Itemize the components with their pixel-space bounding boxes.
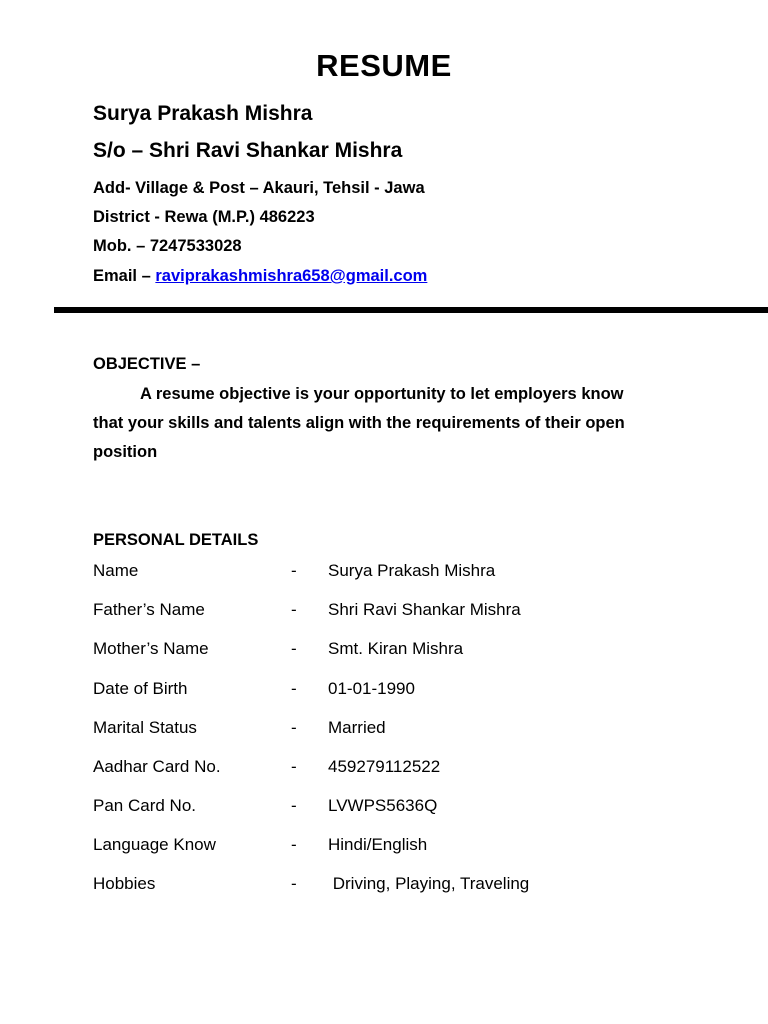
detail-separator: -	[291, 561, 297, 580]
personal-details-heading: PERSONAL DETAILS	[93, 531, 259, 549]
detail-row-date-of-birth	[93, 679, 733, 701]
detail-separator: -	[291, 639, 297, 658]
email-link[interactable]: raviprakashmishra658@gmail.com	[155, 267, 428, 285]
objective-line: that your skills and talents align with the requirements of their open	[93, 414, 625, 432]
detail-row-aadhar	[93, 757, 733, 779]
detail-row-language	[93, 835, 733, 857]
detail-row-mother-name	[93, 639, 733, 661]
detail-value: Shri Ravi Shankar Mishra	[328, 600, 521, 619]
detail-value: LVWPS5636Q	[328, 796, 438, 815]
detail-label: Language Know	[93, 835, 216, 854]
detail-label: Mother’s Name	[93, 639, 209, 658]
detail-label: Pan Card No.	[93, 796, 196, 815]
detail-separator: -	[291, 679, 297, 698]
objective-line: position	[93, 443, 158, 461]
mobile-number: Mob. – 7247533028	[93, 237, 242, 255]
address-line-2: District - Rewa (M.P.) 486223	[93, 208, 315, 226]
detail-value: Hindi/English	[328, 835, 428, 854]
detail-row-hobbies	[93, 874, 733, 896]
detail-separator: -	[291, 600, 297, 619]
detail-separator: -	[291, 796, 297, 815]
address-line-1: Add- Village & Post – Akauri, Tehsil - Jawa	[93, 179, 425, 197]
detail-label: Aadhar Card No.	[93, 757, 221, 776]
objective-line: A resume objective is your opportunity to let employers know	[140, 385, 624, 403]
detail-label: Marital Status	[93, 718, 197, 737]
detail-label: Date of Birth	[93, 679, 188, 698]
candidate-name: Surya Prakash Mishra	[93, 102, 313, 125]
detail-value: Driving, Playing, Traveling	[328, 874, 530, 893]
detail-separator: -	[291, 718, 297, 737]
detail-row-name	[93, 561, 733, 583]
detail-row-father-name	[93, 600, 733, 622]
document-title: RESUME	[316, 48, 452, 83]
detail-row-marital-status	[93, 718, 733, 740]
detail-value: 01-01-1990	[328, 679, 415, 698]
detail-label: Hobbies	[93, 874, 156, 893]
detail-label: Name	[93, 561, 139, 580]
detail-value: Married	[328, 718, 386, 737]
detail-value: Surya Prakash Mishra	[328, 561, 496, 580]
detail-separator: -	[291, 835, 297, 854]
parentage: S/o – Shri Ravi Shankar Mishra	[93, 139, 403, 162]
detail-separator: -	[291, 757, 297, 776]
email-line	[93, 267, 427, 286]
objective-heading: OBJECTIVE –	[93, 355, 201, 373]
detail-separator: -	[291, 874, 297, 893]
detail-row-pan	[93, 796, 733, 818]
detail-value: 459279112522	[328, 757, 441, 776]
detail-label: Father’s Name	[93, 600, 205, 619]
section-divider	[54, 307, 768, 313]
detail-value: Smt. Kiran Mishra	[328, 639, 464, 658]
email-label: Email –	[93, 267, 156, 285]
